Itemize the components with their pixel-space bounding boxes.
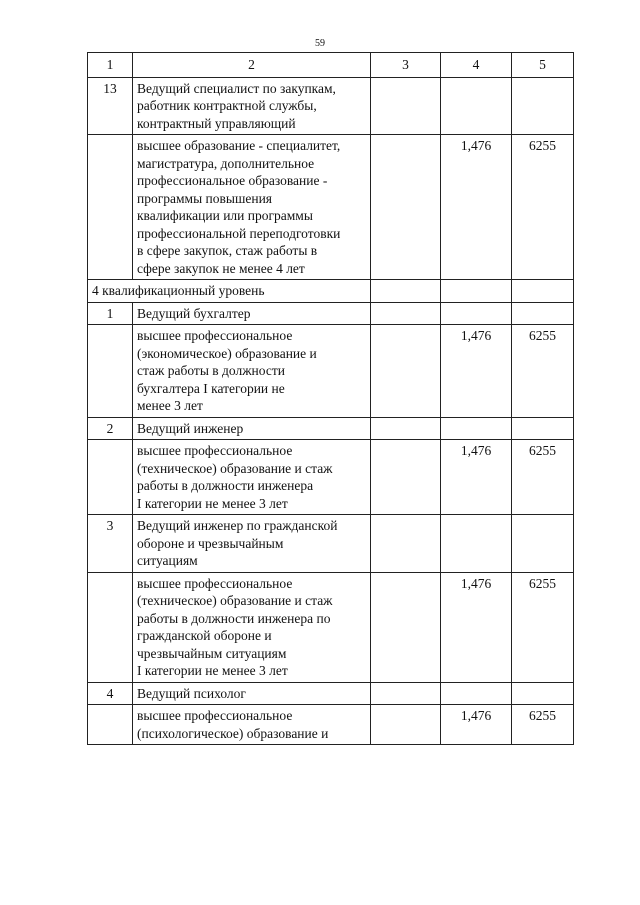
qualification-level-label [88,280,371,303]
header-col-4: 4 [441,53,512,78]
table-row [88,682,574,705]
cell-position-title-text: Ведущий бухгалтер [137,305,251,321]
cell-number [88,417,133,440]
cell-number [88,682,133,705]
cell-coefficient-text: 1,476 [460,328,492,343]
cell-number-text: 4 [106,685,114,701]
cell-coefficient [441,440,512,515]
cell-col-3 [371,77,441,135]
cell-salary-text: 6255 [529,328,556,343]
cell-col-3 [371,515,441,573]
cell-position-title-text: Ведущий инженер по гражданской обороне и чрезвычайным ситуациям [137,518,338,568]
table-row [88,302,574,325]
cell-salary [512,302,574,325]
cell-salary-text: 6255 [529,138,556,153]
cell-number [88,572,133,682]
cell-number [88,515,133,573]
cell-salary [512,705,574,745]
cell-col-3 [371,302,441,325]
cell-coefficient [441,682,512,705]
cell-col-3 [371,417,441,440]
table-body [88,77,574,745]
cell-col-3 [371,135,441,280]
cell-number [88,440,133,515]
cell-salary-text: 6255 [529,708,556,723]
cell-col-3 [371,682,441,705]
cell-requirements-text: высшее профессиональное (психологическое) образование и [137,708,329,741]
cell-number-text: 13 [103,80,117,96]
cell-requirements [133,572,371,682]
cell-salary [512,135,574,280]
cell-col-3 [371,572,441,682]
cell-number-text: 1 [106,305,114,321]
cell-salary [512,77,574,135]
level-text: 4 квалификационный уровень [92,283,265,298]
cell-salary [512,572,574,682]
table-row [88,325,574,418]
cell-coefficient-text: 1,476 [460,138,492,153]
cell-col-3 [371,280,441,303]
cell-salary [512,440,574,515]
cell-salary [512,515,574,573]
cell-coefficient [441,417,512,440]
table-row [88,705,574,745]
cell-requirements-text: высшее профессиональное (экономическое) образование и стаж работы в должности бухгалтера I категории не менее 3 лет [137,328,317,413]
table-header-row [88,53,574,78]
cell-coefficient [441,705,512,745]
table-row [88,77,574,135]
cell-coefficient [441,135,512,280]
cell-coefficient [441,325,512,418]
cell-requirements [133,440,371,515]
cell-coefficient [441,302,512,325]
cell-requirements-text: высшее профессиональное (техническое) образование и стаж работы в должности инженера по гражданской обороне и чрезвычайным ситуациям I категории не менее 3 лет [137,575,333,678]
cell-number [88,135,133,280]
cell-position-title [133,77,371,135]
cell-number-text: 2 [106,420,114,436]
cell-col-3 [371,440,441,515]
cell-position-title [133,302,371,325]
table-row [88,135,574,280]
cell-coefficient-text: 1,476 [460,708,492,723]
cell-coefficient [441,77,512,135]
header-col-1: 1 [88,53,133,78]
cell-position-title-text: Ведущий психолог [137,685,246,701]
cell-coefficient [441,515,512,573]
cell-requirements [133,705,371,745]
cell-number [88,302,133,325]
cell-position-title [133,515,371,573]
cell-salary [512,417,574,440]
table-row [88,515,574,573]
cell-col-3 [371,705,441,745]
cell-col-4 [441,280,512,303]
cell-number [88,325,133,418]
cell-requirements-text: высшее профессиональное (техническое) образование и стаж работы в должности инженера I категории не менее 3 лет [137,443,333,511]
cell-position-title-text: Ведущий специалист по закупкам, работник контрактной службы, контрактный управляющий [137,80,336,131]
cell-position-title [133,682,371,705]
table-header [88,53,574,78]
table-row [88,280,574,303]
table-row [88,440,574,515]
header-col-5: 5 [512,53,574,78]
cell-requirements [133,325,371,418]
cell-number-text: 3 [106,518,114,533]
cell-position-title [133,417,371,440]
cell-requirements [133,135,371,280]
header-col-3: 3 [371,53,441,78]
cell-col-3 [371,325,441,418]
header-col-2: 2 [133,53,371,78]
cell-number [88,705,133,745]
cell-coefficient [441,572,512,682]
cell-number [88,77,133,135]
cell-requirements-text: высшее образование - специалитет, магистратура, дополнительное профессиональное образование - программы повышения квалификации или программы профессиональной переподготовки в сфере закупок, стаж работы в сфере закупок не менее 4 лет [137,138,341,276]
cell-col-5 [512,280,574,303]
qualification-table [87,52,574,745]
cell-salary [512,682,574,705]
table-row [88,572,574,682]
cell-coefficient-text: 1,476 [460,443,492,458]
cell-salary-text: 6255 [529,443,556,458]
cell-coefficient-text: 1,476 [460,575,492,591]
page-number: 59 [315,38,325,49]
table-row [88,417,574,440]
cell-salary-text: 6255 [529,575,556,591]
cell-position-title-text: Ведущий инженер [137,420,244,436]
cell-salary [512,325,574,418]
